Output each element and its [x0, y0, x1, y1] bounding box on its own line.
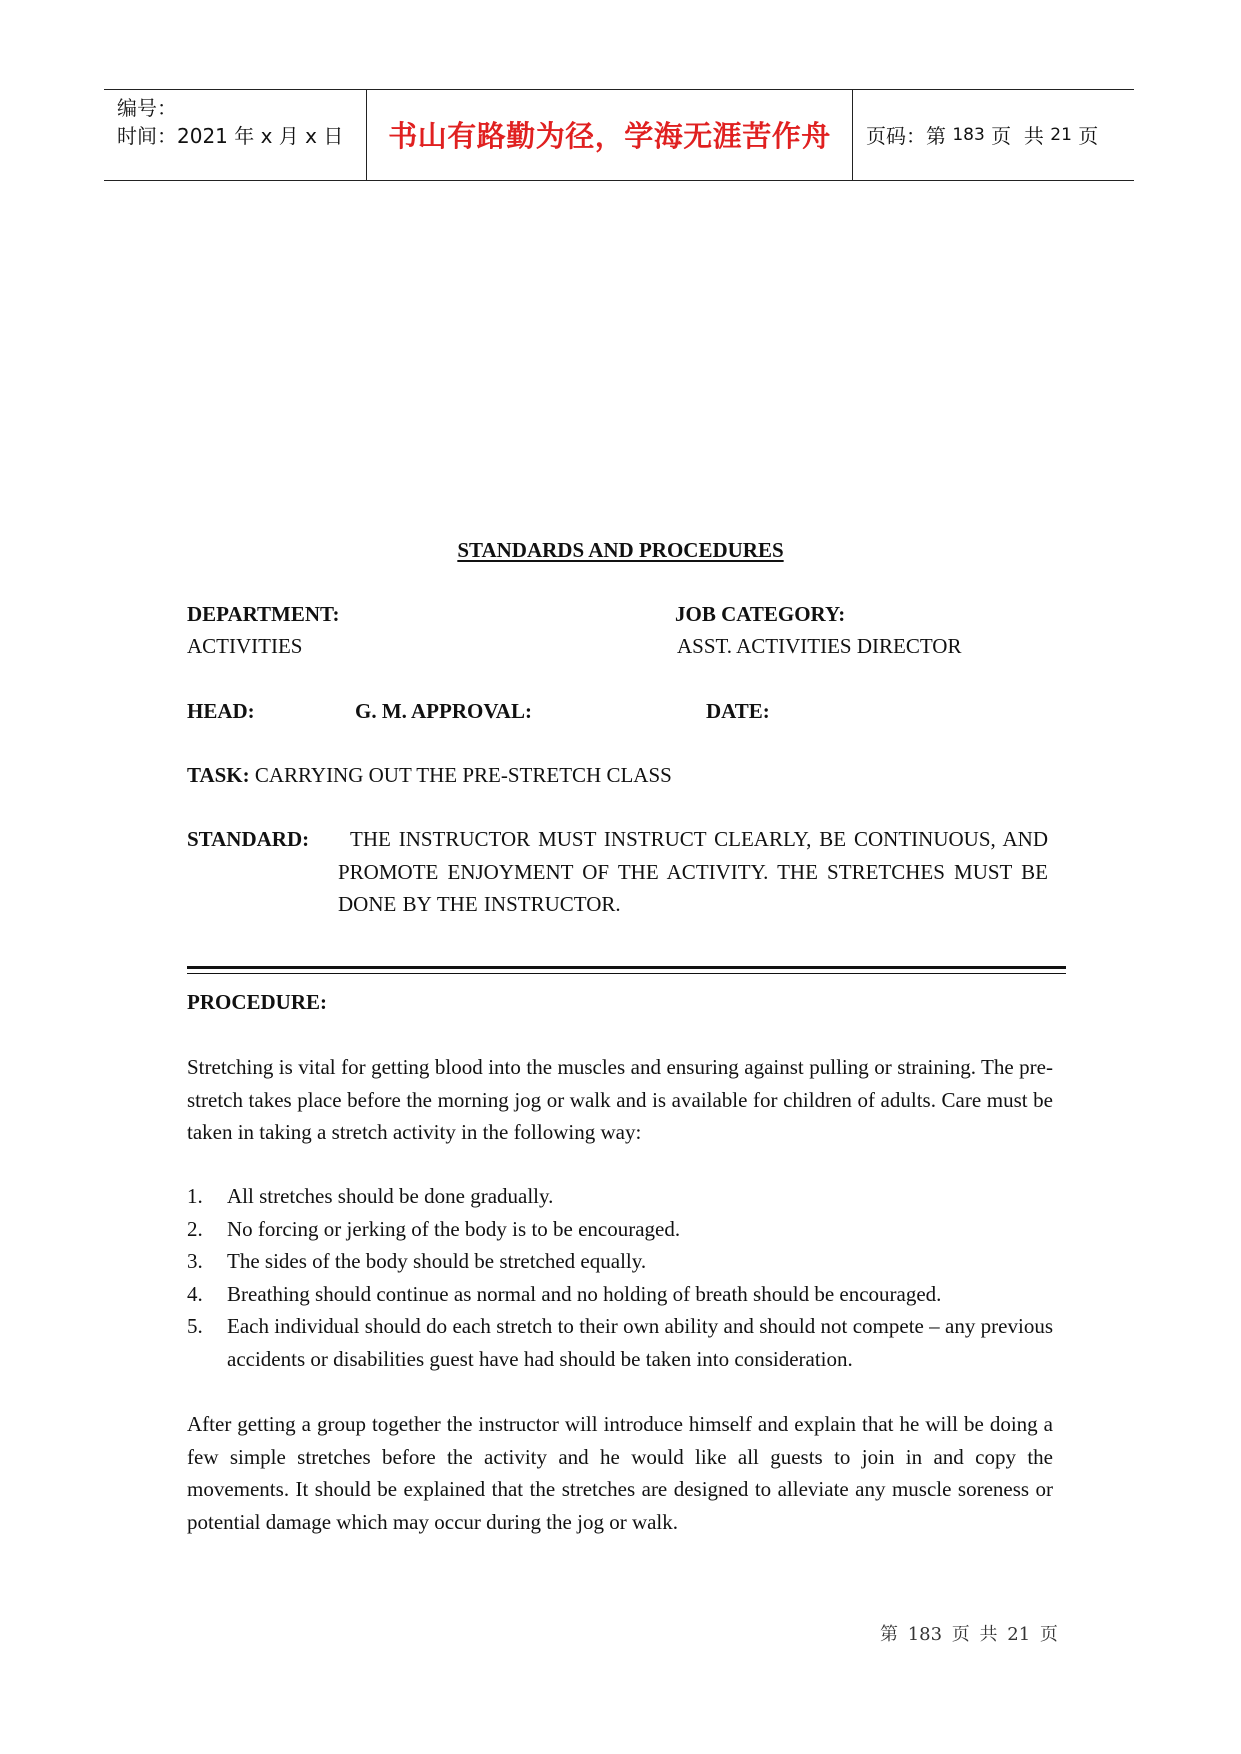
list-item: [187, 1245, 1053, 1278]
task-value: CARRYING OUT THE PRE-STRETCH CLASS: [249, 763, 672, 787]
procedure-list: [187, 1180, 1053, 1375]
list-item: [187, 1310, 1053, 1375]
list-item-text: All stretches should be done gradually.: [227, 1184, 554, 1208]
job-category-value: ASST. ACTIVITIES DIRECTOR: [677, 634, 962, 658]
page-total: 21: [1050, 124, 1072, 145]
page-current: 183: [952, 124, 985, 145]
document-title: STANDARDS AND PROCEDURES: [457, 538, 784, 562]
task-label: TASK:: [187, 763, 250, 787]
header-meta: [117, 94, 343, 150]
header-divider: [852, 90, 853, 180]
list-item-text: No forcing or jerking of the body is to be encouraged.: [227, 1216, 681, 1241]
list-item-text: The sides of the body should be stretched equally.: [227, 1249, 647, 1273]
header-page-info: [866, 90, 1098, 179]
head-label: HEAD:: [187, 699, 255, 723]
intro-paragraph: Stretching is vital for getting blood into the muscles and ensuring against pulling or straining. The pre-stretch takes place before the morning jog or walk and is available for children of adults. Care must be taken in taking a stretch activity in the following way:: [187, 1055, 1053, 1144]
list-item-number: 3.: [187, 1249, 203, 1273]
date-label: DATE:: [706, 699, 770, 723]
job-category-label: JOB CATEGORY:: [675, 602, 846, 626]
list-item-number: 4.: [187, 1281, 203, 1306]
list-item: [187, 1213, 1053, 1246]
header-motto: 书山有路勤为径，学海无涯苦作舟: [388, 119, 831, 153]
list-item-text: Breathing should continue as normal and no holding of breath should be encouraged.: [227, 1281, 942, 1306]
department-label: DEPARTMENT:: [187, 602, 340, 626]
task-line: [187, 759, 672, 792]
serial-label: 编号：: [117, 96, 177, 120]
section-divider: [187, 966, 1066, 969]
header-table: [104, 89, 1134, 181]
page-info-prefix: 页码：第: [866, 124, 953, 148]
list-item-number: 2.: [187, 1216, 203, 1241]
list-item: [187, 1278, 1053, 1311]
time-line: 时间：2021 年 x 月 x 日: [117, 124, 344, 148]
list-item-number: 1.: [187, 1184, 203, 1208]
department-value: ACTIVITIES: [187, 634, 303, 658]
section-divider: [187, 973, 1066, 974]
procedure-label: PROCEDURE:: [187, 990, 327, 1014]
footer-page-number: 第 183 页 共 21 页: [880, 1624, 1058, 1645]
list-item-number: 5.: [187, 1314, 203, 1338]
gm-approval-label: G. M. APPROVAL:: [355, 699, 532, 723]
list-item: [187, 1180, 1053, 1213]
page-info-suffix: 页: [1071, 124, 1099, 148]
page-info-middle: 页 共: [984, 124, 1051, 148]
standard-label: STANDARD:: [187, 827, 310, 851]
list-item-text: Each individual should do each stretch to their own ability and should not compete – any previous accidents or disabilities guest have had should be taken into consideration.: [227, 1314, 1053, 1371]
standard-value: THE INSTRUCTOR MUST INSTRUCT CLEARLY, BE CONTINUOUS, AND PROMOTE ENJOYMENT OF THE ACTIVITY. THE STRETCHES MUST BE DONE BY THE INSTRUCTOR.: [338, 827, 1048, 916]
closing-paragraph: After getting a group together the instructor will introduce himself and explain that he will be doing a few simple stretches before the activity and he would like all guests to join in and copy the movements. It should be explained that the stretches are designed to alleviate any muscle soreness or potential damage which may occur during the jog or walk.: [187, 1412, 1053, 1534]
